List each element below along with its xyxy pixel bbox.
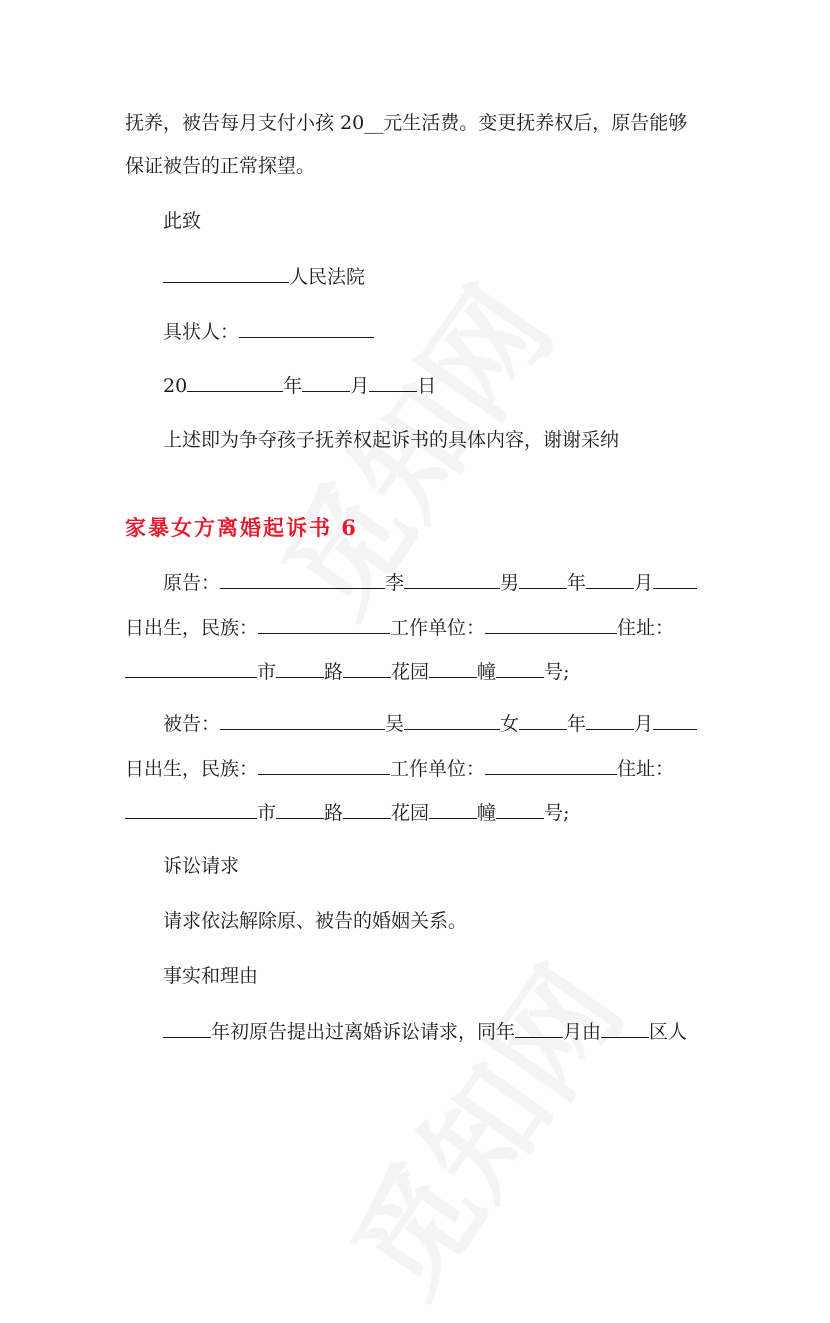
blank-line xyxy=(586,569,634,589)
blank-line xyxy=(404,710,500,730)
blank-line xyxy=(586,710,634,730)
blank-line xyxy=(187,372,283,392)
blank-line xyxy=(125,658,257,678)
facts-text-c: 区人 xyxy=(649,1021,688,1043)
blank-line xyxy=(496,799,544,819)
blank-line xyxy=(429,799,477,819)
blank-line xyxy=(485,614,617,634)
paragraph-line: 保证被告的正常探望。 xyxy=(125,155,316,177)
year-label: 年 xyxy=(283,375,303,397)
blank-line xyxy=(239,318,374,338)
address-label: 住址： xyxy=(617,617,675,639)
facts-line xyxy=(163,1018,763,1045)
blank-line xyxy=(258,614,390,634)
salutation: 此致 xyxy=(163,210,202,232)
defendant-line-3 xyxy=(125,799,725,826)
blank-line xyxy=(601,1018,649,1038)
blank-line xyxy=(653,569,697,589)
garden-label: 花园 xyxy=(391,661,430,683)
defendant-surname: 吴 xyxy=(385,713,405,735)
section-title: 家暴女方离婚起诉书 6 xyxy=(125,515,358,540)
blank-line xyxy=(163,1018,211,1038)
building-label: 幢 xyxy=(477,661,497,683)
blank-line xyxy=(519,569,567,589)
building-label: 幢 xyxy=(477,802,497,824)
blank-line xyxy=(276,799,324,819)
defendant-gender: 女 xyxy=(500,713,520,735)
blank-line xyxy=(369,372,417,392)
blank-line xyxy=(653,710,697,730)
blank-line xyxy=(125,799,257,819)
blank-line xyxy=(276,658,324,678)
address-label: 住址： xyxy=(617,758,675,780)
day-label: 日 xyxy=(417,375,437,397)
plaintiff-surname: 李 xyxy=(385,572,405,594)
court-line xyxy=(163,263,763,290)
month-label: 月 xyxy=(634,572,654,594)
ethnicity-label: 日出生，民族： xyxy=(125,758,259,780)
ethnicity-label: 日出生，民族： xyxy=(125,617,259,639)
blank-line xyxy=(343,799,391,819)
city-label: 市 xyxy=(257,802,277,824)
defendant-line-1 xyxy=(163,710,763,737)
blank-line xyxy=(220,710,385,730)
claims-title: 诉讼请求 xyxy=(163,855,240,877)
blank-line xyxy=(302,372,350,392)
court-label: 人民法院 xyxy=(289,266,366,288)
month-label: 月 xyxy=(350,375,370,397)
garden-label: 花园 xyxy=(391,802,430,824)
year-label: 年 xyxy=(567,713,587,735)
plaintiff-gender: 男 xyxy=(500,572,520,594)
road-label: 路 xyxy=(324,802,344,824)
blank-line xyxy=(404,569,500,589)
plaintiff-line-3 xyxy=(125,658,725,685)
blank-line xyxy=(496,658,544,678)
facts-text-a: 年初原告提出过离婚诉讼请求，同年 xyxy=(211,1021,516,1043)
number-label: 号; xyxy=(544,802,570,824)
signer-line xyxy=(163,318,763,345)
date-line xyxy=(163,372,763,399)
blank-line xyxy=(220,569,385,589)
facts-text-b: 月由 xyxy=(563,1021,602,1043)
defendant-line-2 xyxy=(125,755,725,782)
blank-line xyxy=(515,1018,563,1038)
city-label: 市 xyxy=(257,661,277,683)
road-label: 路 xyxy=(324,661,344,683)
employer-label: 工作单位： xyxy=(390,617,486,639)
employer-label: 工作单位： xyxy=(390,758,486,780)
blank-line xyxy=(519,710,567,730)
year-prefix: 20 xyxy=(163,375,188,397)
facts-title: 事实和理由 xyxy=(163,965,259,987)
claims-text: 请求依法解除原、被告的婚姻关系。 xyxy=(163,910,468,932)
paragraph-line: 抚养，被告每月支付小孩 20__元生活费。变更抚养权后，原告能够 xyxy=(125,112,688,134)
blank-line xyxy=(343,658,391,678)
signer-label: 具状人： xyxy=(163,321,240,343)
blank-line xyxy=(163,263,289,283)
plaintiff-line-1 xyxy=(163,569,763,596)
year-label: 年 xyxy=(567,572,587,594)
plaintiff-line-2 xyxy=(125,614,725,641)
defendant-label: 被告： xyxy=(163,713,221,735)
blank-line xyxy=(429,658,477,678)
blank-line xyxy=(258,755,390,775)
plaintiff-label: 原告： xyxy=(163,572,221,594)
blank-line xyxy=(485,755,617,775)
closing-line: 上述即为争夺孩子抚养权起诉书的具体内容，谢谢采纳 xyxy=(163,429,620,451)
month-label: 月 xyxy=(634,713,654,735)
number-label: 号; xyxy=(544,661,570,683)
